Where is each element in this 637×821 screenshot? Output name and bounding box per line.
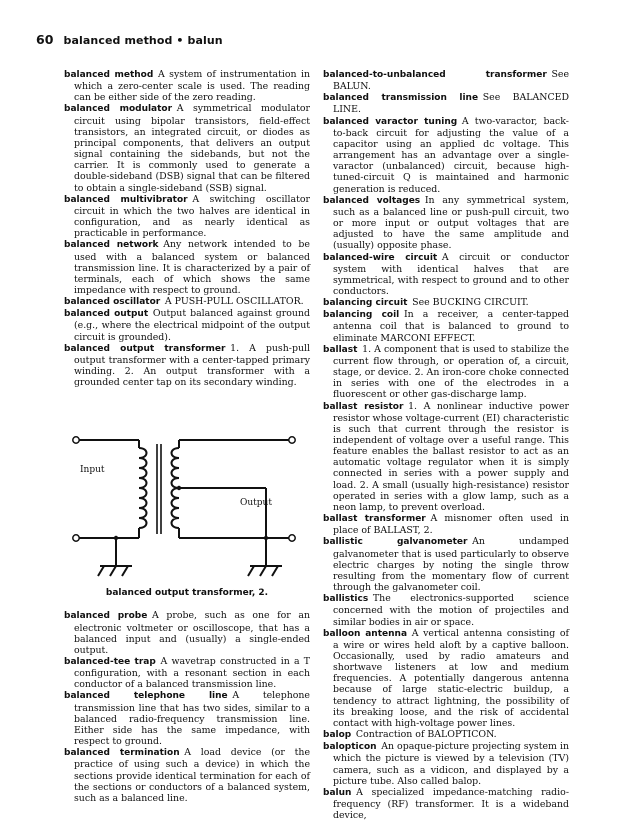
entry-definition: A misnomer often used in place of BALLAST, 2. xyxy=(333,513,569,537)
entry-term: balloon antenna xyxy=(323,628,408,639)
entry-definition: A two-varactor, back-to-back circuit for adjusting the value of a capacitor using an applied dc voltage. This arrangement has an advantage over a single-varactor (unbalanced) circuit, because high-tuned-circuit Q is maintained and harmonic generation is reduced. xyxy=(333,115,569,195)
entry-term: ballast transformer xyxy=(323,514,426,525)
entry-term: balanced telephone line xyxy=(64,691,228,702)
entry-definition: Contraction of BALOPTICON. xyxy=(355,729,497,741)
entry-term: balanced transmission line xyxy=(323,93,479,104)
entry-term: balanced oscillator xyxy=(64,297,161,308)
dictionary-entry xyxy=(64,296,310,308)
dictionary-entry xyxy=(64,656,310,690)
entry-definition: In any symmetrical system, such as a balanced line or push-pull circuit, two or more input or output voltages that are adjusted to have the same amplitude and (usually) opposite phase. xyxy=(333,194,569,252)
entry-definition: A PUSH-PULL OSCILLATOR. xyxy=(164,296,304,308)
entry-term: balanced output transformer xyxy=(64,343,226,354)
dictionary-entry xyxy=(64,747,310,804)
left-entries-top xyxy=(64,69,310,388)
entry-term: balanced-to-unbalanced transformer xyxy=(323,70,547,80)
dictionary-entry xyxy=(323,252,569,298)
dictionary-entry xyxy=(64,308,310,342)
entry-definition: A system of instrumentation in which a zero-center scale is used. The reading can be either side of the zero reading. xyxy=(74,69,310,104)
dictionary-entry xyxy=(64,690,310,747)
entry-term: ballistics xyxy=(323,594,369,605)
dictionary-entry xyxy=(323,729,569,741)
entry-definition: 1. A component that is used to stabilize the current flow through, or operation of, a circuit, stage, or device. 2. An iron-core choke connected in series with one of the electrodes in a fluorescent or other gas-discharge lamp. xyxy=(333,343,569,401)
input-label: Input xyxy=(80,465,105,476)
entry-term: ballistic galvanometer xyxy=(323,537,468,548)
dictionary-entry xyxy=(323,593,569,627)
entry-term: balanced termination xyxy=(64,748,180,759)
entry-term: balanced modulator xyxy=(64,104,173,115)
entry-definition: In a receiver, a center-tapped antenna coil that is balanced to ground to eliminate MARCONI EFFECT. xyxy=(333,309,570,344)
output-label: Output xyxy=(240,498,272,509)
entry-definition: A wavetrap constructed in a T configuration, with a resonant section in each conductor of a balanced transmission line. xyxy=(74,656,310,691)
entry-definition: A switching oscillator circuit in which the two halves are identical in configuration, and as nearly identical as practicable in performance. xyxy=(74,193,311,240)
right-entries xyxy=(323,69,569,821)
entry-term: balanced voltages xyxy=(323,195,421,206)
dictionary-entry xyxy=(64,343,310,389)
entry-definition: An opaque-picture projecting system in which the picture is viewed by a television (TV) camera, such as a vidicon, and displayed by a picture tube. Also called balop. xyxy=(333,741,569,787)
dictionary-entry xyxy=(323,741,569,787)
entry-definition: A circuit or conductor system with identical halves that are symmetrical, with respect to ground and to other conductors. xyxy=(333,251,569,297)
entry-term: balancing circuit xyxy=(323,298,408,309)
transformer-diagram xyxy=(40,388,330,583)
dictionary-entry xyxy=(323,628,569,729)
entry-term: balopticon xyxy=(323,742,377,753)
dictionary-entry xyxy=(64,103,310,193)
figure-caption: balanced output transformer, 2. xyxy=(105,588,269,599)
entry-term: balop xyxy=(323,730,352,741)
transformer-figure xyxy=(64,388,310,610)
dictionary-entry xyxy=(64,69,310,103)
running-header xyxy=(36,32,223,47)
entry-definition: A telephone transmission line that has two sides, similar to a balanced radio-frequency transmission line. Either side has the same impedance, with respect to ground. xyxy=(74,690,310,748)
entry-term: balanced-wire circuit xyxy=(323,252,438,263)
entry-definition: Any network intended to be used with a balanced system or balanced transmission line. It is characterized by a pair of terminals, each of which shows the same impedance with respect to ground. xyxy=(74,239,310,296)
entry-definition: A symmetrical modulator circuit using bipolar transistors, field-effect transistors, an integrated circuit, or diodes as principal components, that delivers an output signal containing the sidebands, but not the carrier. It is commonly used to generate a double-sideband (DSB) signal that can be filtered to obtain a single-sideband (SSB) signal. xyxy=(74,103,310,194)
left-entries-bottom xyxy=(64,610,310,804)
entry-term: ballast xyxy=(323,344,358,355)
running-head-title: balanced method • balun xyxy=(63,34,223,47)
dictionary-entry xyxy=(64,239,310,296)
right-column xyxy=(323,69,569,821)
entry-term: balanced network xyxy=(64,240,159,251)
entry-definition: A specialized impedance-matching radio-frequency (RF) transformer. It is a wideband device, xyxy=(333,786,569,821)
dictionary-entry xyxy=(323,92,569,115)
entry-term: balanced-tee trap xyxy=(64,657,156,667)
entry-term: balun xyxy=(323,787,352,798)
entry-definition: An undamped galvanometer that is used particularly to observe electric charges by noting the single throw resulting from the momentary flow of current through the galvanometer coil. xyxy=(333,536,569,594)
dictionary-entry xyxy=(64,194,310,240)
entry-definition: See BUCKING CIRCUIT. xyxy=(412,297,529,309)
entry-term: balancing coil xyxy=(323,310,400,321)
ground-symbol-left xyxy=(98,566,132,576)
dictionary-entry xyxy=(323,513,569,536)
dictionary-entry xyxy=(323,787,569,821)
dictionary-entry xyxy=(323,297,569,309)
ground-symbol-right xyxy=(248,566,282,576)
entry-definition: A vertical antenna consisting of a wire or wires held aloft by a captive balloon. Occasionally, used by radio amateurs and shortwave listeners at low and medium frequencies. A potentially dangerous antenna because of large static-electric buildup, a tendency to attract lightning, the possibility of its breaking loose, and the risk of accidental contact with high-voltage power lines. xyxy=(333,627,569,729)
dictionary-entry xyxy=(323,309,569,343)
entry-definition: 1. A nonlinear inductive power resistor whose voltage-current (EI) characteristic is such that current through the resistor is independent of voltage over a useful range. This feature enables the ballast resistor to act as an automatic voltage regulator when it is simply connected in series with a power supply and load. 2. A small (usually high-resistance) resistor operated in series with a glow lamp, such as a neon lamp, to prevent overload. xyxy=(333,400,569,513)
entry-term: balanced multivibrator xyxy=(64,194,188,205)
dictionary-entry xyxy=(323,195,569,252)
entry-definition: 1. A push-pull output transformer with a center-tapped primary winding. 2. An output transformer with a grounded center tap on its secondary winding. xyxy=(74,342,310,389)
dictionary-entry xyxy=(64,610,310,656)
entry-term: balanced method xyxy=(64,70,154,80)
entry-definition: See BALUN. xyxy=(333,69,569,93)
dictionary-entry xyxy=(323,536,569,593)
dictionary-entry xyxy=(323,344,569,401)
entry-definition: A probe, such as one for an electronic voltmeter or oscilloscope, that has a balanced input and (usually) a single-ended output. xyxy=(74,610,310,656)
page-number: 60 xyxy=(36,32,54,47)
dictionary-entry xyxy=(323,69,569,92)
entry-definition: A load device (or the practice of using such a device) in which the sections provide identical termination for each of the sections or conductors of a balanced system, such as a balanced line. xyxy=(74,747,310,804)
entry-definition: The electronics-supported science concerned with the motion of projectiles and similar bodies in air or space. xyxy=(333,593,569,628)
left-column xyxy=(64,69,310,804)
entry-term: balanced varactor tuning xyxy=(323,116,458,127)
entry-term: ballast resistor xyxy=(323,401,404,412)
dictionary-entry xyxy=(323,401,569,514)
entry-term: balanced probe xyxy=(64,611,148,622)
entry-definition: See BALANCED LINE. xyxy=(333,92,569,116)
entry-definition: Output balanced against ground (e.g., where the electrical midpoint of the output circuit is grounded). xyxy=(74,308,310,343)
entry-term: balanced output xyxy=(64,309,149,320)
dictionary-entry xyxy=(323,116,569,195)
